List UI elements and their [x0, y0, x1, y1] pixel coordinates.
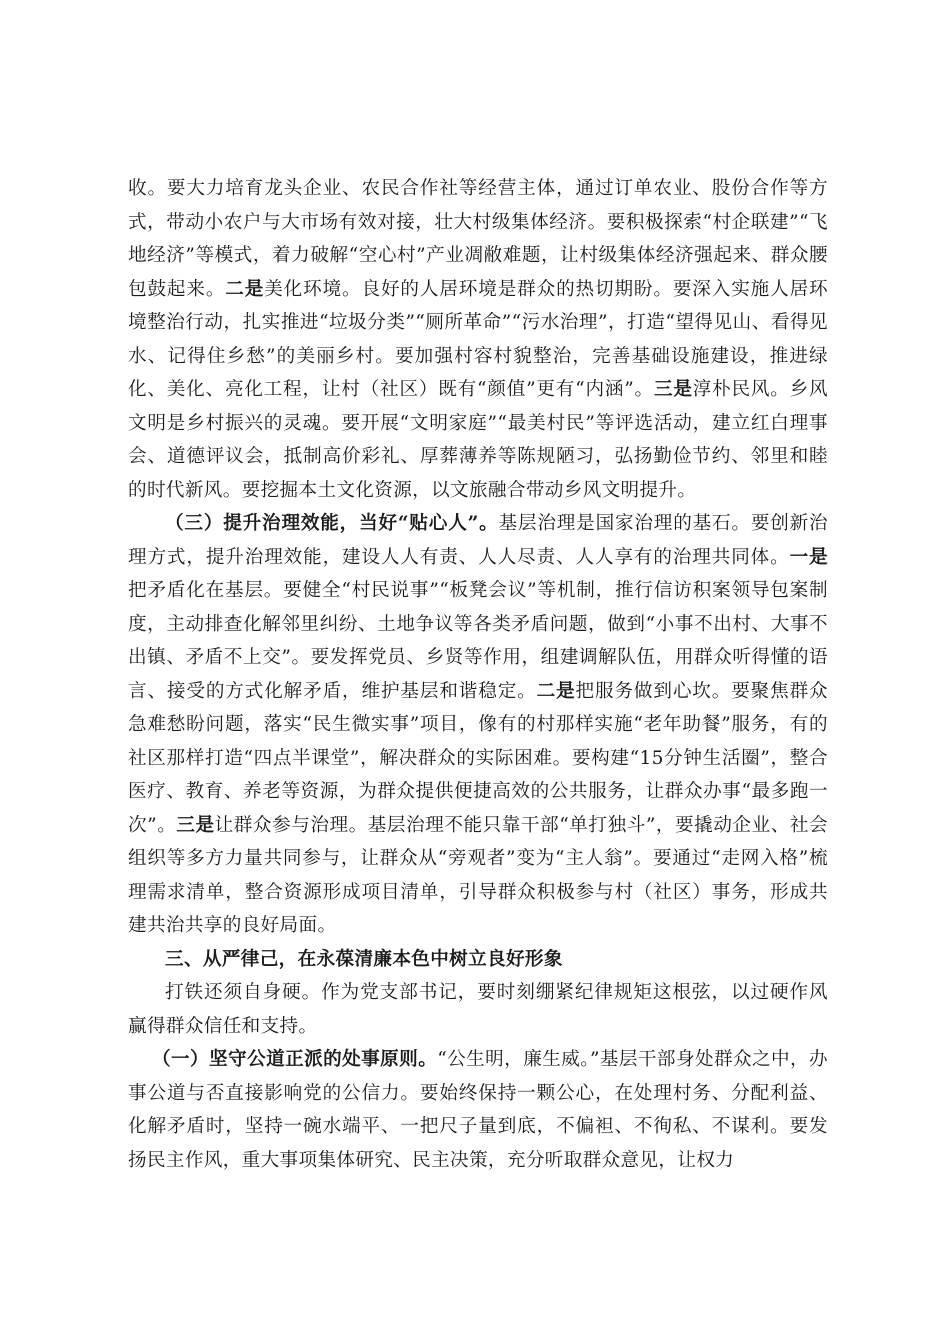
paragraph-text: 淳朴民风。乡风文明是乡村振兴的灵魂。要开展“文明家庭”“最美村民”等评选活动，建立红白理事会、道德评议会，抵制高价彩礼、厚葬薄养等陈规陋习，弘扬勤俭节约、邻里和睦的时代新风。要挖掘本土文化资源，以文旅融合带动乡风文明提升。	[128, 379, 828, 501]
paragraph-fairness	[128, 1043, 828, 1177]
point-label-two: 二是	[536, 680, 576, 702]
paragraph-governance	[128, 507, 828, 943]
section-subheading: （三）提升治理效能，当好“贴心人”。	[165, 513, 499, 534]
section-subheading: （一）坚守公道正派的处事原则。	[152, 1049, 438, 1070]
paragraph-text: 把服务做到心坎。要聚焦群众急难愁盼问题，落实“民生微实事”项目，像有的村那样实施“老年助餐”服务，有的社区那样打造“四点半课堂”，解决群众的实际困难。要构建“15分钟生活圈”，整合医疗、教育、养老等资源，为群众提供便捷高效的公共服务，让群众办事“最多跑一次”。	[128, 680, 828, 836]
paragraph-text: 收。要大力培育龙头企业、农民合作社等经营主体，通过订单农业、股份合作等方式，带动小农户与大市场有效对接，壮大村级集体经济。要积极探索“村企联建”“飞地经济”等模式，着力破解“空心村”产业凋敝难题，让村级集体经济强起来、群众腰包鼓起来。	[128, 178, 828, 300]
document-body	[128, 172, 828, 1177]
paragraph-beautiful-village	[128, 172, 828, 507]
paragraph-intro: 打铁还须自身硬。作为党支部书记，要时刻绷紧纪律规矩这根弦，以过硬作风赢得群众信任和支持。	[128, 982, 828, 1037]
point-label-three: 三是	[653, 379, 693, 400]
paragraph-text: “公生明，廉生威。”基层干部身处群众之中，办事公道与否直接影响党的公信力。要始终保持一颗公心，在处理村务、分配利益、化解矛盾时，坚持一碗水端平、一把尺子量到底，不偏袒、不徇私、不谋利。要发扬民主作风，重大事项集体研究、民主决策，充分听取群众意见，让权力	[128, 1049, 828, 1171]
section-heading: 三、从严律己，在永葆清廉本色中树立良好形象	[165, 948, 563, 970]
paragraph-text: 基层治理是国家治理的基石。要创新治理方式，提升治理效能，建设人人有责、人人尽责、人人享有的治理共同体。	[128, 513, 828, 568]
point-label-one: 一是	[789, 546, 828, 568]
point-label-three: 三是	[176, 814, 215, 836]
paragraph-text: 把矛盾化在基层。要健全“村民说事”“板凳会议”等机制，推行信访积案领导包案制度，主动排查化解邻里纠纷、土地争议等各类矛盾问题，做到“小事不出村、大事不出镇、矛盾不上交”。要发挥党员、乡贤等作用，组建调解队伍，用群众听得懂的语言、接受的方式化解矛盾，维护基层和谐稳定。	[128, 580, 828, 702]
paragraph-text: 让群众参与治理。基层治理不能只靠干部“单打独斗”，要撬动企业、社会组织等多方力量共同参与，让群众从“旁观者”变为“主人翁”。要通过“走网入格”梳理需求清单，整合资源形成项目清单，引导群众积极参与村（社区）事务，形成共建共治共享的良好局面。	[128, 814, 829, 936]
point-label-two: 二是	[225, 278, 265, 300]
paragraph-text: 美化环境。良好的人居环境是群众的热切期盼。要深入实施人居环境整治行动，扎实推进“垃圾分类”“厕所革命”“污水治理”，打造“望得见山、看得见水、记得住乡愁”的美丽乡村。要加强村容村貌整治，完善基础设施建设，推进绿化、美化、亮化工程，让村（社区）既有“颜值”更有“内涵”。	[128, 278, 828, 400]
